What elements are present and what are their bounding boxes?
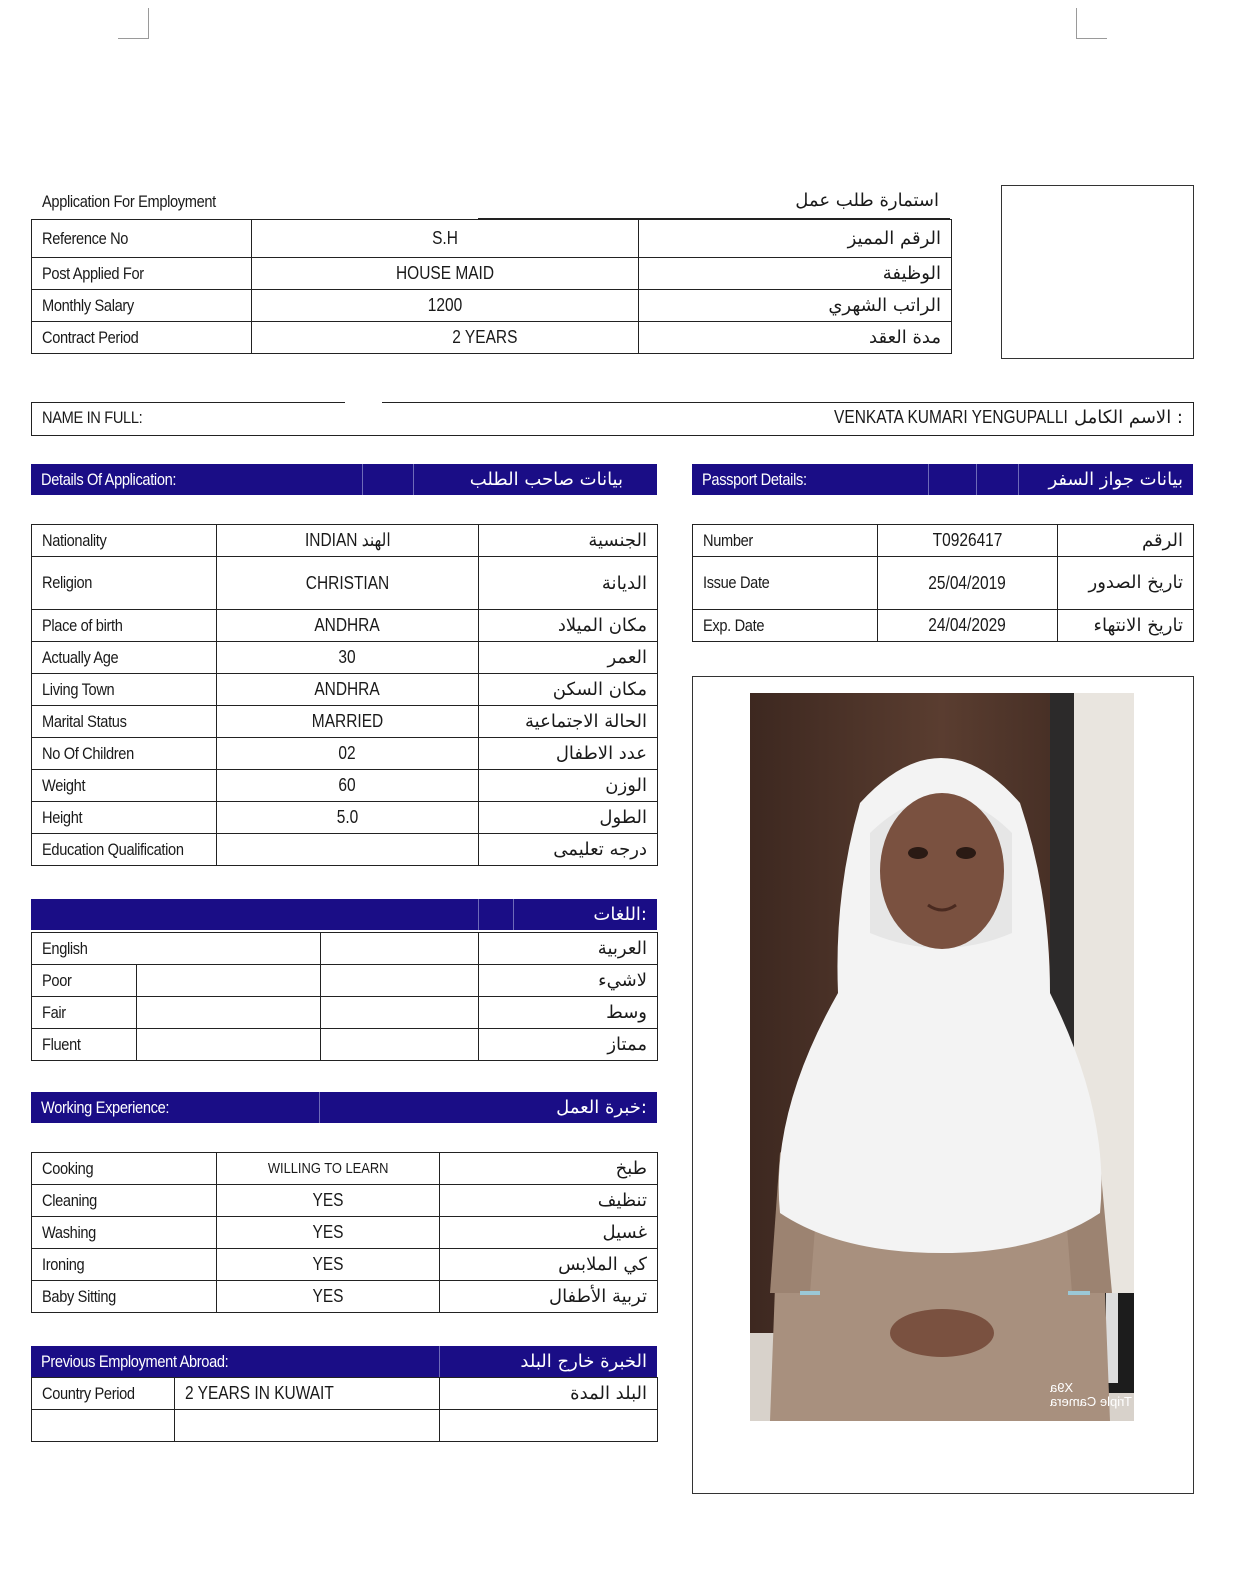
table-row <box>32 706 658 738</box>
cleaning-label: Cleaning <box>42 1190 97 1210</box>
table-row <box>32 1185 658 1217</box>
washing-value: YES <box>312 1222 344 1242</box>
table-row <box>693 557 1194 610</box>
table-row <box>32 674 658 706</box>
birthplace-label-ar: مكان الميلاد <box>557 615 647 636</box>
cooking-value: WILLING TO LEARN <box>267 1159 389 1177</box>
details-table <box>31 524 658 866</box>
table-row <box>32 557 658 610</box>
passport-header-en: Passport Details: <box>702 470 807 489</box>
washing-label: Washing <box>42 1222 96 1242</box>
exp-date-label-ar: تاريخ الانتهاء <box>1093 615 1183 636</box>
age-label: Actually Age <box>42 647 119 667</box>
applicant-photo <box>750 693 1134 1421</box>
lang-fluent-label: Fluent <box>42 1034 81 1054</box>
languages-header-bar <box>31 899 657 930</box>
babysitting-label: Baby Sitting <box>42 1286 116 1306</box>
salary-value: 1200 <box>427 295 463 315</box>
table-row <box>32 322 952 354</box>
table-row <box>32 1217 658 1249</box>
issue-date-label-ar: تاريخ الصدور <box>1088 572 1183 593</box>
form-title-en: Application For Employment <box>42 192 216 211</box>
abroad-label: Country Period <box>42 1383 135 1403</box>
age-label-ar: العمر <box>607 647 647 668</box>
table-row <box>32 770 658 802</box>
header-table <box>31 219 952 354</box>
education-label-ar: درجه تعليمى <box>553 839 647 860</box>
children-label: No Of Children <box>42 743 134 763</box>
passport-photo-box <box>1001 185 1194 359</box>
religion-label: Religion <box>42 573 93 592</box>
exp-date-value: 24/04/2029 <box>928 615 1007 635</box>
table-row <box>32 220 952 258</box>
marital-label: Marital Status <box>42 711 127 731</box>
marital-label-ar: الحالة الاجتماعية <box>525 711 647 732</box>
ref-value: S.H <box>432 228 458 248</box>
town-value: ANDHRA <box>314 679 381 699</box>
table-row <box>32 258 952 290</box>
height-label-ar: الطول <box>599 807 647 828</box>
table-row <box>32 933 658 965</box>
birthplace-value: ANDHRA <box>314 615 381 635</box>
weight-label-ar: الوزن <box>605 775 647 796</box>
table-row <box>32 802 658 834</box>
ironing-label: Ironing <box>42 1254 85 1274</box>
experience-table <box>31 1152 658 1313</box>
age-value: 30 <box>338 647 357 667</box>
issue-date-label: Issue Date <box>703 573 770 592</box>
cooking-label: Cooking <box>42 1158 94 1178</box>
name-value: VENKATA KUMARI YENGUPALLI <box>834 407 1068 427</box>
nationality-label-ar: الجنسية <box>588 530 647 551</box>
town-label-ar: مكان السكن <box>552 679 647 700</box>
ref-label: Reference No <box>42 228 129 248</box>
religion-label-ar: الديانة <box>601 572 647 594</box>
table-row <box>693 610 1194 642</box>
languages-header-ar: :اللغات <box>593 904 647 925</box>
table-row <box>32 1249 658 1281</box>
weight-label: Weight <box>42 775 86 795</box>
table-row <box>32 610 658 642</box>
post-value: HOUSE MAID <box>395 263 495 283</box>
abroad-header-bar <box>31 1346 657 1377</box>
contract-value: 2 YEARS <box>452 327 518 347</box>
babysitting-label-ar: تربية الأطفال <box>548 1286 647 1307</box>
ironing-label-ar: كي الملابس <box>558 1254 647 1275</box>
washing-label-ar: غسيل <box>602 1222 647 1243</box>
table-row <box>32 965 658 997</box>
details-header-en: Details Of Application: <box>41 470 177 489</box>
contract-label: Contract Period <box>42 327 139 347</box>
lang-fair-label: Fair <box>42 1002 66 1022</box>
table-row <box>32 642 658 674</box>
salary-label: Monthly Salary <box>42 295 134 315</box>
height-label: Height <box>42 807 83 827</box>
table-row <box>32 997 658 1029</box>
children-value: 02 <box>338 743 357 763</box>
lang-english-label: English <box>42 938 88 958</box>
education-label: Education Qualification <box>42 839 184 859</box>
crop-mark-right <box>1076 8 1107 39</box>
children-label-ar: عدد الاطفال <box>555 743 647 764</box>
table-row <box>32 1153 658 1185</box>
crop-mark-left <box>118 8 149 39</box>
table-row <box>32 1029 658 1061</box>
salary-label-ar: الراتب الشهري <box>828 295 941 316</box>
lang-poor-label: Poor <box>42 970 72 990</box>
passport-number-label-ar: الرقم <box>1141 530 1183 551</box>
details-header-ar: بيانات صاحب الطلب <box>469 469 623 490</box>
experience-header-bar <box>31 1092 657 1123</box>
weight-value: 60 <box>338 775 357 795</box>
issue-date-value: 25/04/2019 <box>928 572 1007 593</box>
experience-header-ar: :خبرة العمل <box>556 1097 647 1118</box>
birthplace-label: Place of birth <box>42 615 123 635</box>
exp-date-label: Exp. Date <box>703 615 765 635</box>
table-row <box>693 525 1194 557</box>
abroad-header-ar: الخبرة خارج البلد <box>520 1351 647 1372</box>
cooking-label-ar: طبخ <box>615 1158 647 1179</box>
ref-label-ar: الرقم المميز <box>847 228 941 249</box>
watermark-line1: X9a <box>1050 1380 1074 1395</box>
ironing-value: YES <box>312 1254 344 1274</box>
marital-value: MARRIED <box>311 711 384 731</box>
experience-header-en: Working Experience: <box>41 1098 170 1117</box>
passport-header-ar: بيانات جواز السفر <box>1048 469 1183 490</box>
table-row <box>32 834 658 866</box>
cleaning-value: YES <box>312 1190 344 1210</box>
post-label-ar: الوظيفة <box>882 263 941 284</box>
watermark-line2: Triple Camera <box>1050 1394 1132 1409</box>
details-header-bar <box>31 464 657 495</box>
babysitting-value: YES <box>312 1286 344 1306</box>
religion-value: CHRISTIAN <box>305 572 390 593</box>
abroad-header-en: Previous Employment Abroad: <box>41 1352 229 1371</box>
name-label: NAME IN FULL: <box>42 408 143 427</box>
passport-number-label: Number <box>703 530 753 550</box>
abroad-label-ar: البلد المدة <box>570 1383 647 1404</box>
passport-header-bar <box>692 464 1193 495</box>
table-row <box>32 1281 658 1313</box>
town-label: Living Town <box>42 679 115 699</box>
cleaning-label-ar: تنظيف <box>597 1190 647 1211</box>
form-title-ar: استمارة طلب عمل <box>795 190 939 211</box>
camera-watermark <box>1050 1381 1132 1409</box>
passport-table <box>692 524 1194 642</box>
lang-fair-label-ar: وسط <box>606 1002 647 1023</box>
nationality-value: INDIAN الهند <box>304 530 391 550</box>
table-row <box>32 525 658 557</box>
languages-table <box>31 932 658 1061</box>
passport-number-value: T0926417 <box>932 530 1003 550</box>
abroad-value: 2 YEARS IN KUWAIT <box>185 1383 334 1403</box>
height-value: 5.0 <box>336 807 359 827</box>
table-row <box>32 1410 658 1442</box>
contract-label-ar: مدة العقد <box>869 327 941 348</box>
name-label-ar: : الاسم الكامل <box>1073 407 1183 428</box>
post-label: Post Applied For <box>42 263 144 283</box>
table-row <box>32 738 658 770</box>
lang-arabic-label: العربية <box>597 938 647 959</box>
nationality-label: Nationality <box>42 530 107 550</box>
lang-fluent-label-ar: ممتاز <box>607 1034 647 1055</box>
abroad-table <box>31 1377 658 1442</box>
table-row <box>32 1378 658 1410</box>
name-row <box>31 402 1194 436</box>
table-row <box>32 290 952 322</box>
lang-poor-label-ar: لاشيء <box>598 970 647 991</box>
